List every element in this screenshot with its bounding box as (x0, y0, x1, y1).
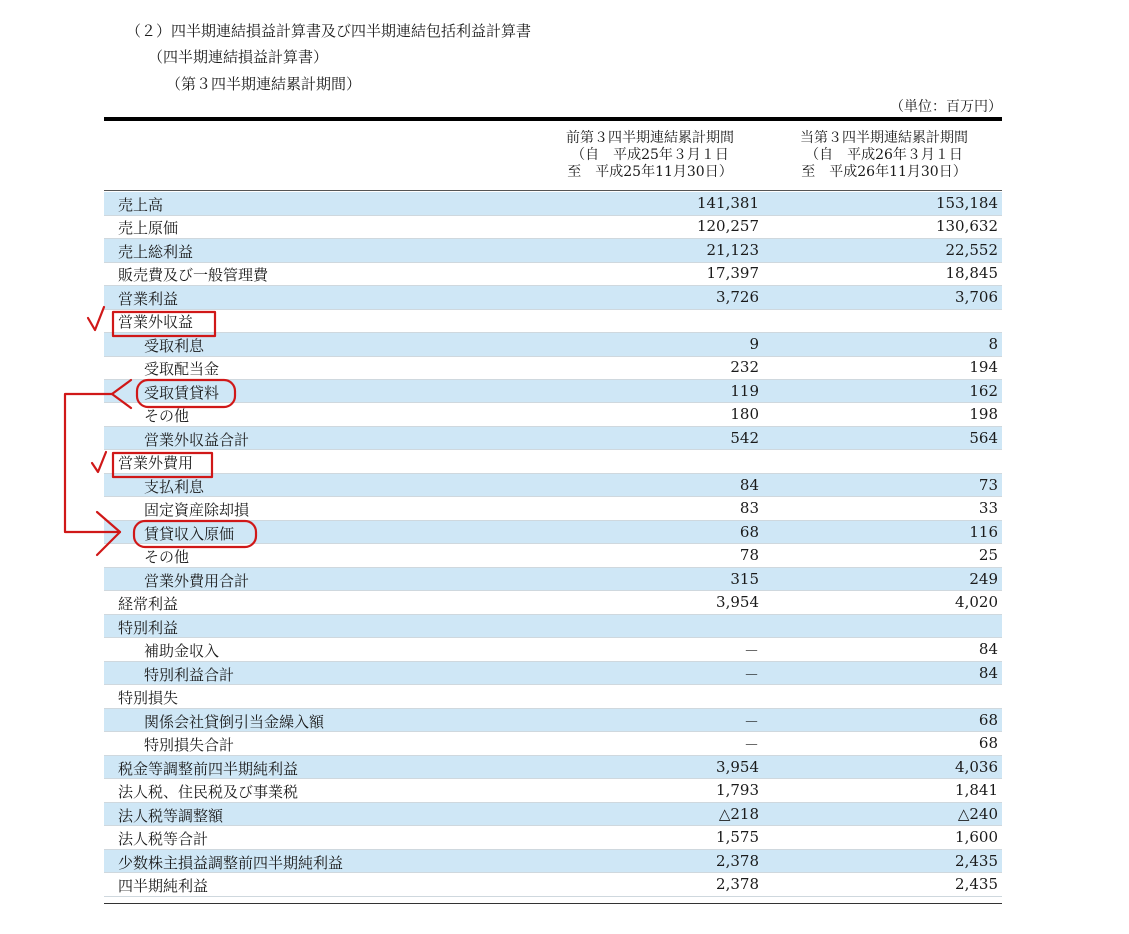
current-period-value: 33 (978, 499, 998, 518)
row-label: 関係会社貸倒引当金繰入額 (144, 712, 325, 731)
current-period-value: 2,435 (955, 875, 998, 894)
current-period-value: 25 (978, 546, 998, 565)
prior-period-value: 84 (739, 475, 759, 494)
row-label: 補助金収入 (144, 642, 220, 661)
current-period-value: 130,632 (935, 217, 998, 236)
current-period-value: 162 (969, 381, 998, 400)
table-row (104, 380, 1002, 403)
current-period-value: 22,552 (945, 240, 998, 259)
column-header-current-title: 当第３四半期連結累計期間 (800, 130, 968, 146)
current-period-value: 153,184 (935, 194, 998, 212)
table-row (104, 333, 1002, 356)
row-label: 営業外収益合計 (144, 430, 250, 449)
table-row (104, 709, 1002, 732)
row-label: 売上総利益 (118, 242, 194, 261)
checkmark-icon (88, 307, 104, 330)
prior-period-value: － (743, 665, 759, 684)
row-label: 受取配当金 (144, 360, 220, 379)
current-period-value: △240 (957, 804, 998, 823)
row-label: 法人税、住民税及び事業税 (118, 783, 299, 802)
row-label: 特別利益合計 (144, 665, 235, 684)
column-header-current-to: 至 平成26年11月30日） (801, 164, 967, 180)
table-row (104, 662, 1002, 685)
current-period-value: 3,706 (955, 287, 998, 306)
table-row (104, 356, 1002, 379)
prior-period-value: － (743, 642, 759, 661)
period-title: （第３四半期連結累計期間） (166, 75, 362, 93)
prior-period-value: 17,397 (706, 264, 759, 283)
prior-period-value: 119 (730, 381, 759, 400)
prior-period-value: △218 (718, 804, 759, 823)
prior-period-value: 1,793 (716, 781, 759, 800)
table-row (104, 685, 1002, 708)
prior-period-value: 68 (739, 522, 759, 541)
table-row (104, 262, 1002, 285)
row-label: 売上高 (118, 196, 164, 214)
prior-period-value: 180 (730, 405, 759, 424)
prior-period-value: 9 (749, 334, 759, 353)
prior-period-value: 120,257 (696, 217, 759, 236)
row-label: その他 (144, 548, 190, 567)
row-label: 営業外費用 (118, 454, 194, 473)
bottom-rule (104, 903, 1002, 904)
current-period-value: 68 (978, 710, 998, 729)
current-period-value: 198 (969, 405, 998, 424)
prior-period-value: 542 (730, 428, 759, 447)
top-rule (104, 117, 1002, 121)
row-label: 支払利息 (144, 477, 205, 496)
row-label: 特別損失合計 (144, 736, 235, 755)
table-row (104, 544, 1002, 567)
row-label: 賃貸収入原価 (144, 524, 235, 543)
table-row (104, 615, 1002, 638)
header-divider (104, 190, 1002, 191)
table-row (104, 850, 1002, 873)
column-header-prior-from: （自 平成25年３月１日 (571, 147, 729, 163)
column-header-prior-title: 前第３四半期連結累計期間 (566, 130, 734, 146)
prior-period-value: 2,378 (716, 851, 759, 870)
table-row (104, 779, 1002, 802)
statement-title: （四半期連結損益計算書） (148, 48, 329, 66)
row-label: 営業外収益 (118, 313, 194, 332)
table-row (104, 873, 1002, 896)
current-period-value: 18,845 (945, 264, 998, 283)
prior-period-value: 21,123 (706, 240, 759, 259)
current-period-value: 73 (978, 475, 998, 494)
row-label: 売上原価 (118, 219, 179, 238)
table-row (104, 286, 1002, 309)
table-row (104, 497, 1002, 520)
prior-period-value: － (743, 712, 759, 731)
row-label: 販売費及び一般管理費 (118, 266, 269, 285)
row-label: 受取賃貸料 (144, 383, 220, 402)
current-period-value: 84 (978, 663, 998, 682)
unit-label: （単位：百万円） (890, 99, 1002, 115)
current-period-value: 8 (988, 334, 998, 353)
current-period-value: 4,020 (955, 593, 998, 612)
table-row (104, 568, 1002, 591)
current-period-value: 1,841 (955, 781, 998, 800)
column-header-prior (535, 130, 765, 181)
income-statement-table (104, 192, 1002, 897)
row-label: 固定資産除却損 (144, 501, 250, 520)
table-row (104, 309, 1002, 332)
table-row (104, 591, 1002, 614)
current-period-value: 564 (969, 428, 998, 447)
column-header-prior-to: 至 平成25年11月30日） (567, 164, 733, 180)
row-label: 営業利益 (118, 289, 179, 308)
table-row (104, 756, 1002, 779)
row-label: 法人税等調整額 (118, 806, 224, 825)
current-period-value: 1,600 (955, 828, 998, 847)
table-row (104, 403, 1002, 426)
current-period-value: 2,435 (955, 851, 998, 870)
table-row (104, 732, 1002, 755)
table-row (104, 826, 1002, 849)
table-row (104, 239, 1002, 262)
prior-period-value: 3,726 (716, 287, 759, 306)
row-label: 特別損失 (118, 689, 179, 708)
row-label: 法人税等合計 (118, 830, 209, 849)
current-period-value: 4,036 (955, 757, 998, 776)
prior-period-value: 3,954 (716, 593, 759, 612)
prior-period-value: 1,575 (716, 828, 759, 847)
prior-period-value: － (743, 736, 759, 755)
prior-period-value: 315 (730, 569, 759, 588)
prior-period-value: 78 (739, 546, 759, 565)
table-row (104, 474, 1002, 497)
row-label: その他 (144, 407, 190, 426)
current-period-value: 84 (978, 640, 998, 659)
row-label: 特別利益 (118, 618, 179, 637)
table-row (104, 803, 1002, 826)
current-period-value: 249 (969, 569, 998, 588)
row-label: 四半期純利益 (118, 877, 209, 896)
row-label: 経常利益 (118, 595, 179, 614)
row-label: 営業外費用合計 (144, 571, 250, 590)
table-row (104, 427, 1002, 450)
prior-period-value: 141,381 (696, 194, 759, 212)
current-period-value: 116 (969, 522, 998, 541)
table-row (104, 521, 1002, 544)
prior-period-value: 3,954 (716, 757, 759, 776)
row-label: 少数株主損益調整前四半期純利益 (118, 853, 344, 872)
table-row (104, 215, 1002, 238)
current-period-value: 68 (978, 734, 998, 753)
prior-period-value: 232 (730, 358, 759, 377)
section-title: （２）四半期連結損益計算書及び四半期連結包括利益計算書 (126, 22, 532, 40)
table-row (104, 450, 1002, 473)
column-header-current (769, 130, 999, 181)
table-row (104, 638, 1002, 661)
table-row (104, 192, 1002, 215)
row-label: 税金等調整前四半期純利益 (118, 759, 299, 778)
prior-period-value: 83 (739, 499, 759, 518)
column-header-current-from: （自 平成26年３月１日 (805, 147, 963, 163)
row-label: 受取利息 (144, 336, 205, 355)
prior-period-value: 2,378 (716, 875, 759, 894)
current-period-value: 194 (969, 358, 998, 377)
